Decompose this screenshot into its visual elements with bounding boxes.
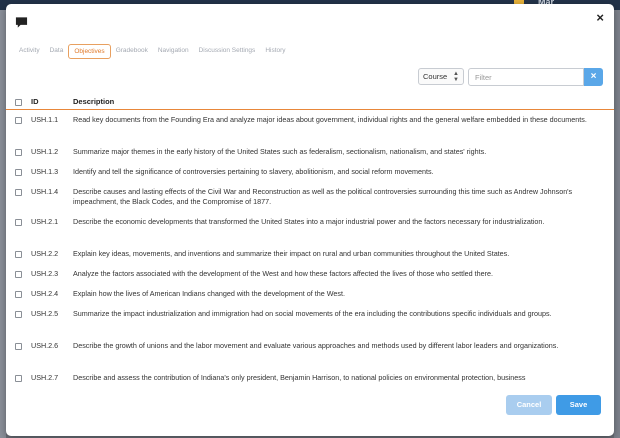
- close-button[interactable]: ×: [596, 10, 604, 25]
- tab-data[interactable]: Data: [49, 47, 64, 54]
- row-id: USH.2.4: [31, 289, 59, 298]
- column-header-description[interactable]: Description: [73, 97, 115, 106]
- row-checkbox[interactable]: [15, 149, 22, 156]
- row-description: Describe and assess the contribution of Indiana's only president, Benjamin Harrison, to national policies on environmental protection, business: [73, 373, 526, 382]
- tab-objectives[interactable]: Objectives: [68, 44, 110, 59]
- row-description: Summarize the impact industrialization and immigration had on social movements of the era including the contributions specific individuals and groups.: [73, 309, 552, 318]
- objectives-list: [6, 110, 614, 382]
- table-header: [6, 92, 614, 110]
- row-checkbox[interactable]: [15, 189, 22, 196]
- row-checkbox[interactable]: [15, 311, 22, 318]
- clear-filter-button[interactable]: ×: [584, 68, 603, 86]
- updown-chevron-icon: ▲ ▼: [453, 71, 459, 83]
- row-id: USH.1.1: [31, 115, 59, 124]
- row-checkbox[interactable]: [15, 251, 22, 258]
- row-id: USH.1.2: [31, 147, 59, 156]
- row-description: Describe causes and lasting effects of the Civil War and Reconstruction as well as the political controversies surrounding this time such as Andrew Johnson's impeachment, the Black Codes, and the Compromise of 1877.: [73, 187, 573, 206]
- tab-gradebook[interactable]: Gradebook: [115, 47, 148, 54]
- row-checkbox[interactable]: [15, 169, 22, 176]
- row-description: Explain how the lives of American Indians changed with the development of the West.: [73, 289, 345, 298]
- row-description: Analyze the factors associated with the development of the West and how these factors affected the lives of those who settled there.: [73, 269, 494, 278]
- row-id: USH.2.1: [31, 217, 59, 226]
- row-description: Summarize major themes in the early history of the United States such as federalism, sectionalism, nationalism, and states' rights.: [73, 147, 487, 156]
- tab-activity[interactable]: Activity: [19, 47, 40, 54]
- row-id: USH.1.4: [31, 187, 59, 196]
- row-checkbox[interactable]: [15, 375, 22, 382]
- row-checkbox[interactable]: [15, 219, 22, 226]
- row-id: USH.1.3: [31, 167, 59, 176]
- row-id: USH.2.7: [31, 373, 59, 382]
- save-button[interactable]: Save: [556, 395, 601, 415]
- background-right-edge: [614, 10, 620, 438]
- row-description: Describe the growth of unions and the labor movement and evaluate various approaches and methods used by different labor leaders and organizations.: [73, 341, 559, 350]
- tab-navigation[interactable]: Navigation: [157, 47, 189, 54]
- course-select[interactable]: [418, 68, 464, 85]
- tab-history[interactable]: History: [265, 47, 286, 54]
- row-description: Identify and tell the significance of controversies pertaining to slavery, abolitionism, and social reform movements.: [73, 167, 434, 176]
- filter-input[interactable]: Filter: [468, 68, 584, 86]
- row-id: USH.2.5: [31, 309, 59, 318]
- row-id: USH.2.2: [31, 249, 59, 258]
- row-id: USH.2.6: [31, 341, 59, 350]
- comment-icon: [15, 16, 28, 29]
- row-checkbox[interactable]: [15, 271, 22, 278]
- row-description: Read key documents from the Founding Era and analyze major ideas about government, individual rights and the general welfare embedded in these documents.: [73, 115, 587, 124]
- select-all-checkbox[interactable]: [15, 99, 22, 106]
- course-select-value: Course: [423, 72, 448, 81]
- row-checkbox[interactable]: [15, 117, 22, 124]
- column-header-id[interactable]: ID: [31, 97, 39, 106]
- row-id: USH.2.3: [31, 269, 59, 278]
- row-checkbox[interactable]: [15, 291, 22, 298]
- row-description: Describe the economic developments that transformed the United States into a major industrial power and the factors necessary for industrialization.: [73, 217, 545, 226]
- row-checkbox[interactable]: [15, 343, 22, 350]
- objectives-modal: [6, 4, 614, 436]
- cancel-button[interactable]: Cancel: [506, 395, 552, 415]
- row-description: Explain key ideas, movements, and inventions and summarize their impact on rural and urban communities throughout the United States.: [73, 249, 510, 258]
- tab-discussion-settings[interactable]: Discussion Settings: [198, 47, 256, 54]
- tab-bar: [14, 44, 291, 59]
